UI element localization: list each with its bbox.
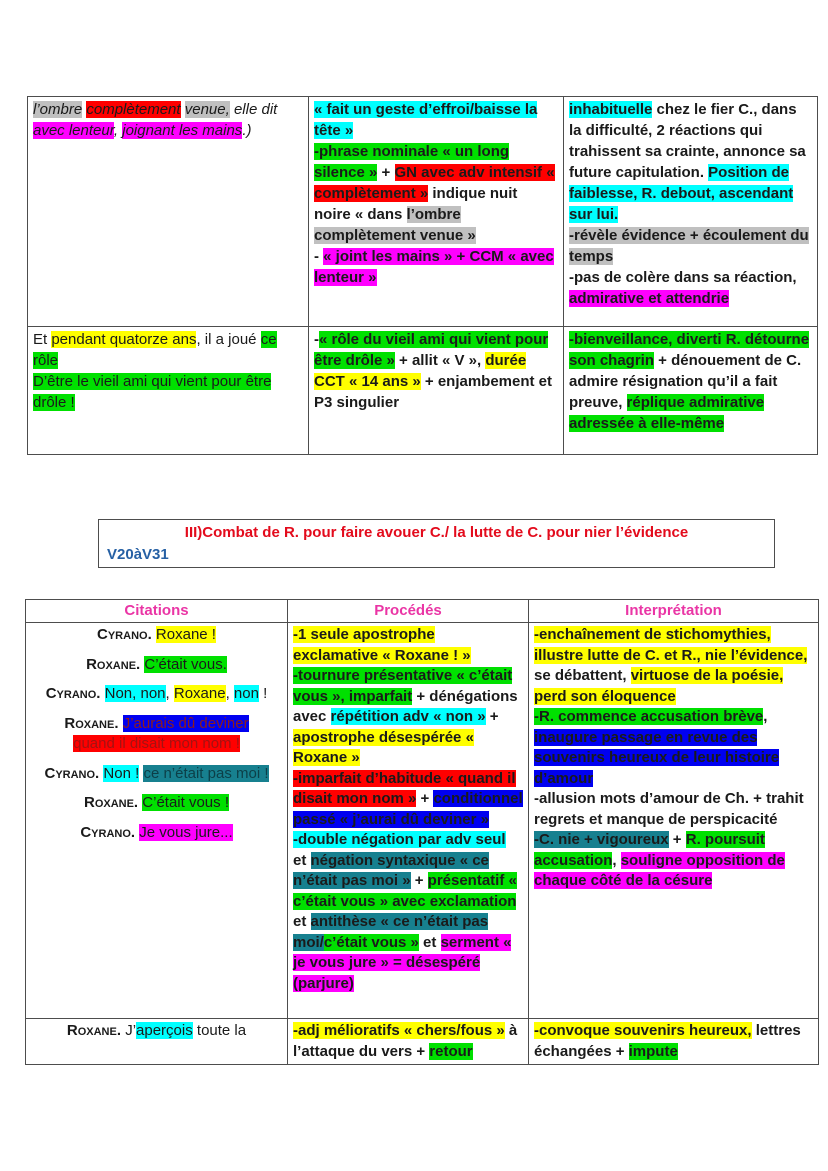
text-run: souligne opposition de chaque côté de la césure <box>534 851 785 889</box>
text-run: aperçois <box>136 1022 193 1039</box>
paragraph <box>31 655 282 676</box>
text-run: lettres échangées + <box>534 1022 801 1060</box>
text-run: , <box>763 708 768 725</box>
column-header-procedes: Procédés <box>288 600 529 623</box>
text-run: ce rôle <box>33 331 277 369</box>
procede-cell <box>288 1019 529 1065</box>
text-run: J’ <box>125 1022 137 1039</box>
text-run: non <box>233 685 259 702</box>
text-run: antithèse « ce n’était pas moi/ <box>293 913 489 951</box>
text-run: , <box>113 122 123 139</box>
text-run: -pas de colère dans sa réaction, <box>569 269 797 286</box>
text-run: -bienveillance, diverti R. détourne son chagrin <box>569 331 810 369</box>
paragraph <box>33 329 303 371</box>
text-run: -imparfait d’habitude « quand il disait mon nom » <box>293 769 516 807</box>
paragraph <box>314 141 558 246</box>
table-row <box>28 327 818 455</box>
paragraph <box>293 666 523 769</box>
text-run: + <box>485 708 499 725</box>
table-row <box>26 1019 819 1065</box>
text-run: - <box>314 331 319 348</box>
procede-cell <box>309 327 564 455</box>
section-verse-range: V20àV31 <box>107 546 169 563</box>
text-run: à l’attaque du vers + <box>293 1022 518 1060</box>
text-run: quand il disait mon nom ! <box>73 735 240 752</box>
text-run: Cyrano. <box>44 764 104 782</box>
text-run: , <box>225 685 234 702</box>
paragraph <box>33 99 303 141</box>
text-run: + <box>416 790 434 807</box>
text-run: Roxane. <box>64 714 123 732</box>
text-run: Roxane <box>173 685 226 702</box>
paragraph <box>534 707 813 789</box>
text-run: Roxane. <box>86 655 145 673</box>
paragraph <box>31 625 282 646</box>
text-run: -révèle évidence + écoulement du temps <box>569 227 809 265</box>
text-run: l’ombre complètement venue » <box>314 206 476 244</box>
text-run: conditionnel passé « j’aurai dû deviner » <box>293 790 523 828</box>
column-header-citations: Citations <box>26 600 288 623</box>
text-run: -convoque souvenirs heureux, <box>534 1022 752 1039</box>
text-run: Non, non <box>104 685 166 702</box>
text-run: D’être le vieil ami qui vient pour être drôle ! <box>33 373 272 411</box>
text-run: -phrase nominale « un long silence » <box>314 143 510 181</box>
text-run: « rôle du vieil ami qui vient pour être drôle » <box>314 331 549 369</box>
text-run: + <box>668 831 686 848</box>
text-run: -double négation par adv seul <box>293 831 506 848</box>
text-run: avec lenteur <box>33 122 114 139</box>
text-run: -enchaînement de stichomythies, illustre lutte de C. et R., nie l’évidence, <box>534 626 808 664</box>
text-run: + <box>410 872 428 889</box>
text-run: virtuose de la poésie, perd son éloquence <box>534 667 784 705</box>
text-run: -C. nie + vigoureux <box>534 831 669 848</box>
text-run: Et <box>33 331 52 348</box>
header-row <box>26 600 819 623</box>
text-run: Non ! <box>103 764 140 782</box>
text-run: et <box>293 851 311 869</box>
text-run: -1 seule apostrophe exclamative « Roxane ! » <box>293 626 471 664</box>
paragraph <box>293 769 523 831</box>
text-run: + dénégations avec <box>293 687 518 725</box>
analysis-table-top <box>27 96 818 455</box>
text-run: serment « je vous jure » = désespéré (parjure) <box>293 933 512 992</box>
analysis-table-main <box>25 599 819 1065</box>
text-run: + <box>377 164 395 181</box>
paragraph <box>314 246 558 288</box>
citation-cell <box>26 623 288 1019</box>
text-run: pendant quatorze ans <box>51 331 197 348</box>
text-run: , <box>612 851 621 869</box>
text-run: + enjambement et P3 singulier <box>314 373 553 411</box>
text-run: ! <box>258 685 268 702</box>
text-run: l’ombre <box>33 101 83 118</box>
paragraph <box>534 625 813 707</box>
text-run: C’était vous ! <box>142 794 229 811</box>
paragraph <box>31 823 282 844</box>
text-run: elle dit <box>229 101 278 118</box>
procede-cell <box>309 97 564 327</box>
text-run: chez le fier C., dans la difficulté, 2 réactions qui trahissent sa crainte, annonce sa future capitulation. <box>569 101 806 181</box>
text-run: R. poursuit accusation <box>534 831 765 869</box>
text-run: négation syntaxique « ce n’était pas moi » <box>293 851 489 889</box>
text-run: - <box>314 248 324 265</box>
interpretation-cell <box>529 623 819 1019</box>
text-run: « joint les mains » + CCM « avec lenteur » <box>314 248 554 286</box>
paragraph <box>569 267 812 309</box>
column-header-interpretation: Interprétation <box>529 600 819 623</box>
table-row <box>28 97 818 327</box>
interpretation-cell <box>529 1019 819 1065</box>
paragraph <box>569 99 812 225</box>
text-run: indique nuit noire « dans <box>314 185 518 223</box>
text-run: ce n’était pas moi ! <box>143 764 269 782</box>
paragraph <box>293 830 523 994</box>
text-run: Cyrano. <box>80 823 140 841</box>
text-run: durée CCT « 14 ans » <box>314 352 527 390</box>
paragraph <box>31 764 282 785</box>
text-run: Roxane ! <box>155 626 216 643</box>
text-run: venue, <box>184 101 230 118</box>
text-run: apostrophe désespérée « Roxane » <box>293 728 474 766</box>
text-run: .) <box>242 122 252 139</box>
paragraph <box>31 793 282 814</box>
text-run: inhabituelle <box>569 101 653 118</box>
text-run: -R. commence accusation brève <box>534 708 764 725</box>
section-title: III)Combat de R. pour faire avouer C./ la lutte de C. pour nier l’évidence <box>184 524 689 541</box>
text-run: -allusion mots d’amour de Ch. + trahit regrets et manque de perspicacité <box>534 790 804 828</box>
text-run: et <box>418 933 441 951</box>
text-run: « fait un geste d’effroi/baisse la tête » <box>314 101 538 139</box>
citation-cell <box>28 327 309 455</box>
paragraph <box>534 1021 813 1062</box>
paragraph <box>33 371 303 413</box>
text-run: impute <box>628 1042 678 1060</box>
paragraph <box>569 329 812 434</box>
text-run: , il a joué <box>196 331 261 348</box>
paragraph <box>569 225 812 267</box>
text-run: Roxane. <box>66 1022 126 1039</box>
paragraph <box>31 1021 282 1042</box>
text-run: admirative et attendrie <box>569 290 730 307</box>
procede-cell <box>288 623 529 1019</box>
text-run: -adj mélioratifs « chers/fous » <box>293 1022 505 1039</box>
text-run: complètement <box>86 101 181 118</box>
text-run: inaugure passage en revue des souvenirs heureux de leur histoire d’amour <box>534 728 780 787</box>
text-run: présentatif « c’était vous » avec exclamation <box>293 872 517 910</box>
text-run: + dénouement de C. admire résignation qu’il a fait preuve, <box>569 352 802 411</box>
text-run: Je vous jure... <box>139 823 233 841</box>
interpretation-cell <box>564 97 818 327</box>
text-run: réplique admirative adressée à elle-même <box>569 394 765 432</box>
text-run: retour <box>429 1042 473 1060</box>
text-run: c’était vous » <box>323 933 419 951</box>
table-row <box>26 623 819 1019</box>
text-run: et <box>293 913 311 930</box>
text-run: Cyrano. <box>97 626 156 643</box>
text-run: , <box>165 685 174 702</box>
text-run: répétition adv « non » <box>330 708 486 725</box>
paragraph <box>534 789 813 830</box>
interpretation-cell <box>564 327 818 455</box>
text-run: -tournure présentative « c’était vous », imparfait <box>293 667 513 705</box>
section-title-box <box>98 519 775 568</box>
paragraph <box>31 714 282 755</box>
paragraph <box>314 99 558 141</box>
text-run: + allit « V », <box>394 352 486 369</box>
text-run: Cyrano. <box>45 685 105 702</box>
paragraph <box>293 1021 523 1062</box>
text-run: GN avec adv intensif « complètement » <box>314 164 555 202</box>
citation-cell <box>26 1019 288 1065</box>
text-run: toute la <box>192 1022 247 1039</box>
text-run: joignant les mains <box>122 122 243 139</box>
paragraph <box>534 830 813 892</box>
paragraph <box>293 625 523 666</box>
paragraph <box>31 684 282 705</box>
citation-cell <box>28 97 309 327</box>
text-run: Roxane. <box>83 794 143 811</box>
text-run: C’était vous. <box>144 655 227 673</box>
text-run: se débattent, <box>534 667 631 684</box>
text-run: Position de faiblesse, R. debout, ascendant sur lui. <box>569 164 794 223</box>
paragraph <box>314 329 558 413</box>
text-run: J’aurais dû deviner <box>122 714 249 732</box>
